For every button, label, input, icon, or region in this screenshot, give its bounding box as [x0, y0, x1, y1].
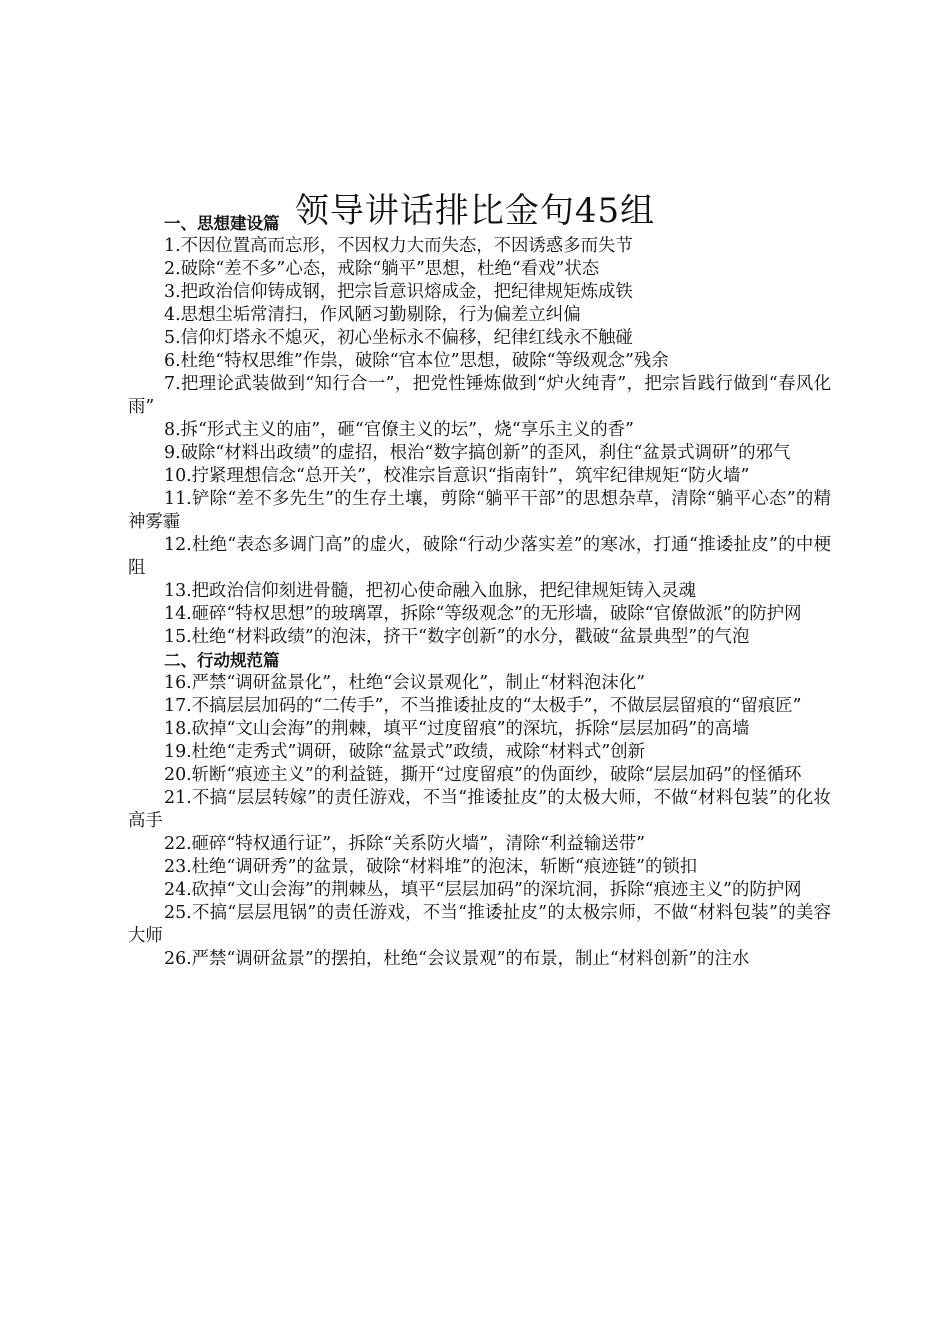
list-item: 12.杜绝“表态多调门高”的虚火，破除“行动少落实差”的寒冰，打通“推诿扯皮”的中梗阻 — [128, 535, 831, 578]
list-item: 18.砍掉“文山会海”的荆棘，填平“过度留痕”的深坑，拆除“层层加码”的高墙 — [164, 719, 750, 739]
list-item: 16.严禁“调研盆景化”，杜绝“会议景观化”，制止“材料泡沫化” — [164, 673, 645, 693]
section-heading: 二、行动规范篇 — [164, 651, 280, 670]
list-item: 25.不搞“层层甩锅”的责任游戏，不当“推诿扯皮”的太极宗师，不做“材料包装”的美容大师 — [128, 903, 831, 946]
list-item: 2.破除“差不多”心态，戒除“躺平”思想，杜绝“看戏”状态 — [164, 259, 600, 279]
list-item: 6.杜绝“特权思维”作祟，破除“官本位”思想，破除“等级观念”残余 — [164, 351, 669, 371]
list-item: 26.严禁“调研盆景”的摆拍，杜绝“会议景观”的布景，制止“材料创新”的注水 — [164, 949, 750, 969]
page-title: 领导讲话排比金句45组 — [294, 190, 656, 231]
list-item: 13.把政治信仰刻进骨髓，把初心使命融入血脉，把纪律规矩铸入灵魂 — [164, 581, 696, 601]
list-item: 20.斩断“痕迹主义”的利益链，撕开“过度留痕”的伪面纱，破除“层层加码”的怪循环 — [164, 765, 802, 785]
list-item: 19.杜绝“走秀式”调研，破除“盆景式”政绩，戒除“材料式”创新 — [164, 742, 645, 762]
list-item: 14.砸碎“特权思想”的玻璃罩，拆除“等级观念”的无形墙，破除“官僚做派”的防护网 — [164, 604, 802, 624]
list-item: 11.铲除“差不多先生”的生存土壤，剪除“躺平干部”的思想杂草，清除“躺平心态”的精神雾霾 — [128, 489, 831, 532]
list-item: 17.不搞层层加码的“二传手”，不当推诿扯皮的“太极手”，不做层层留痕的“留痕匠” — [164, 696, 802, 716]
section-heading: 一、思想建设篇 — [164, 214, 280, 233]
list-item: 9.破除“材料出政绩”的虚招，根治“数字搞创新”的歪风，刹住“盆景式调研”的邪气 — [164, 443, 791, 463]
list-item: 21.不搞“层层转嫁”的责任游戏，不当“推诿扯皮”的太极大师，不做“材料包装”的化妆高手 — [128, 788, 831, 831]
list-item: 15.杜绝“材料政绩”的泡沫，挤干“数字创新”的水分，戳破“盆景典型”的气泡 — [164, 627, 750, 647]
list-item: 4.思想尘垢常清扫，作风陋习勤剔除，行为偏差立纠偏 — [164, 305, 581, 325]
list-item: 8.拆“形式主义的庙”，砸“官僚主义的坛”，烧“享乐主义的香” — [164, 420, 634, 440]
list-item: 1.不因位置高而忘形，不因权力大而失态，不因诱惑多而失节 — [164, 236, 633, 256]
list-item: 23.杜绝“调研秀”的盆景，破除“材料堆”的泡沫，斩断“痕迹链”的锁扣 — [164, 857, 698, 877]
list-item: 5.信仰灯塔永不熄灭，初心坐标永不偏移，纪律红线永不触碰 — [164, 328, 633, 348]
list-item: 10.拧紧理想信念“总开关”，校准宗旨意识“指南针”，筑牢纪律规矩“防火墙” — [164, 466, 750, 486]
list-item: 7.把理论武装做到“知行合一”，把党性锤炼做到“炉火纯青”，把宗旨践行做到“春风化雨” — [128, 374, 831, 417]
document-body — [128, 212, 831, 971]
list-item: 22.砸碎“特权通行证”，拆除“关系防火墙”，清除“利益输送带” — [164, 834, 645, 854]
list-item: 24.砍掉“文山会海”的荆棘丛，填平“层层加码”的深坑洞，拆除“痕迹主义”的防护网 — [164, 880, 802, 900]
list-item: 3.把政治信仰铸成钢，把宗旨意识熔成金，把纪律规矩炼成铁 — [164, 282, 633, 302]
